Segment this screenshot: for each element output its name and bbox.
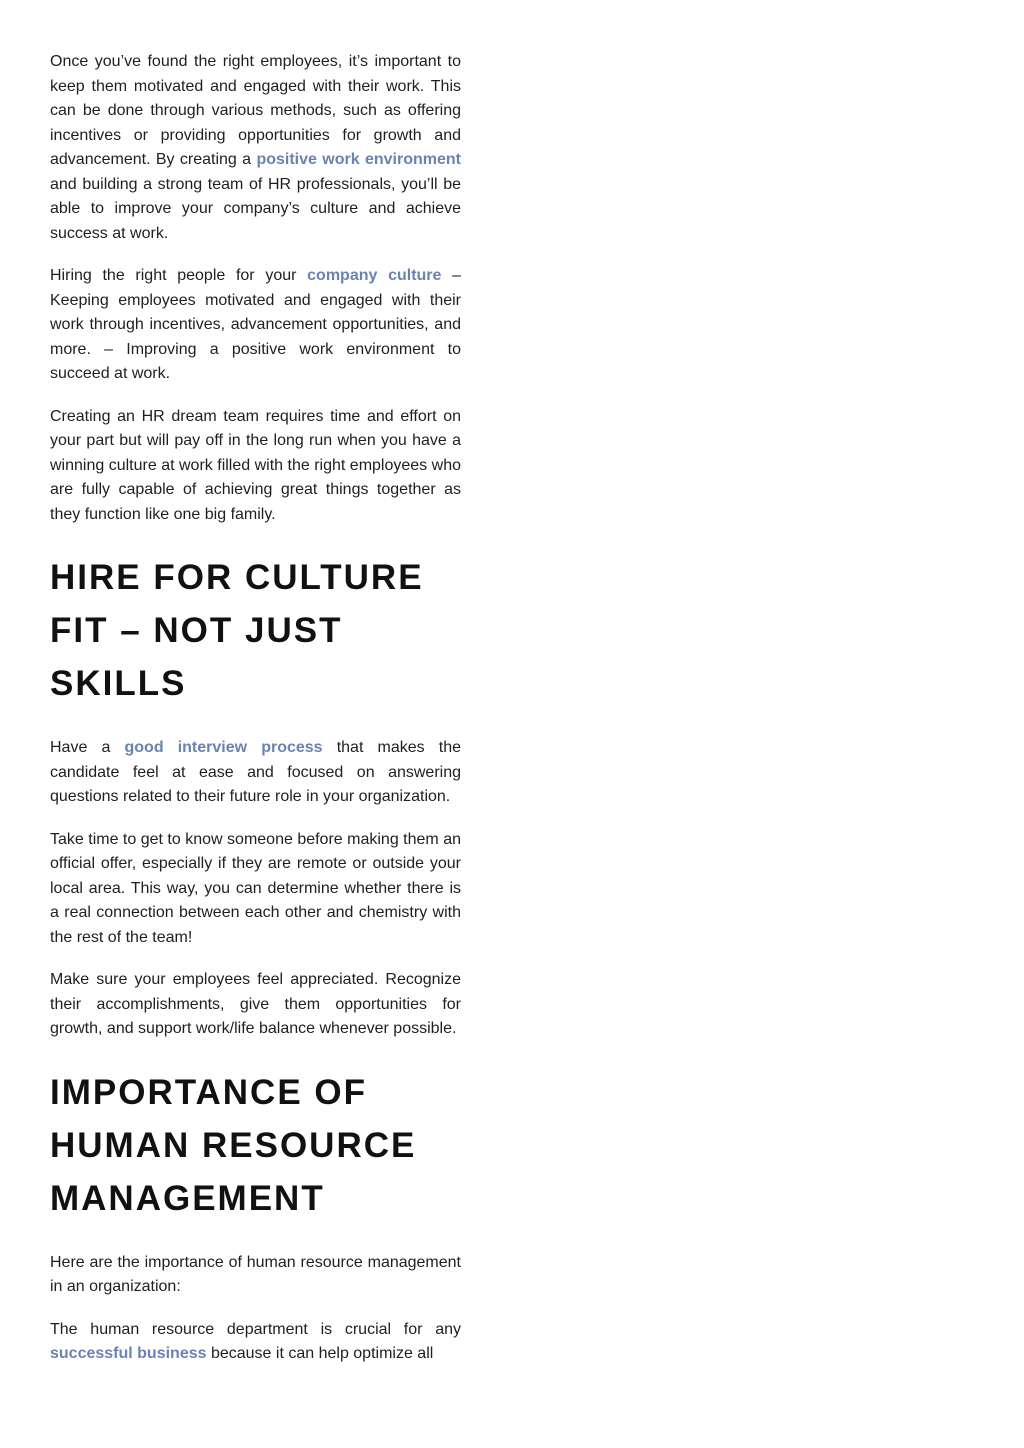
- paragraph-text: Have a: [50, 739, 125, 756]
- link-good-interview-process[interactable]: good interview process: [124, 739, 323, 756]
- paragraph-interview-process: [50, 736, 461, 810]
- paragraph-dream-team: Creating an HR dream team requires time and effort on your part but will pay off in the long run when you have a winning culture at work filled with the right employees who are fully capable of achieving great things together as they function like one big family.: [50, 407, 461, 523]
- paragraph-text: The human resource department is crucial for any: [50, 1320, 461, 1338]
- paragraph-hr-department: [50, 1318, 461, 1367]
- link-positive-work-environment[interactable]: positive work environment: [256, 151, 461, 168]
- paragraph-appreciation: Make sure your employees feel appreciated. Recognize their accomplishments, give them opportunities for growth, and support work/life balance whenever possible.: [50, 971, 461, 1037]
- heading-hire-for-culture: HIRE FOR CULTURE FIT – NOT JUST SKILLS: [50, 558, 424, 703]
- paragraph-text: and building a strong team of HR professionals, you’ll be able to improve your company’s culture and achieve success at work.: [50, 175, 461, 242]
- paragraph-text: that makes the candidate feel at ease and focused on answering questions related to their future role in your organization.: [50, 739, 462, 805]
- heading-importance-hrm: IMPORTANCE OF HUMAN RESOURCE MANAGEMENT: [50, 1072, 417, 1218]
- paragraph-text: because it can help optimize all: [206, 1345, 434, 1362]
- paragraph-get-to-know: Take time to get to know someone before making them an official offer, especially if they are remote or outside your local area. This way, you can determine whether there is a real connection between each other and chemistry with the rest of the team!: [50, 830, 461, 946]
- paragraph-hiring-right-people: [50, 264, 461, 387]
- article-body: [50, 50, 461, 1385]
- link-company-culture[interactable]: company culture: [307, 267, 442, 284]
- paragraph-text: Hiring the right people for your: [50, 267, 308, 284]
- paragraph-text: Once you’ve found the right employees, it’s important to keep them motivated and engaged with their work. This can be done through various methods, such as offering incentives or providing opportunities for growth and advancement. By creating a: [50, 53, 461, 168]
- paragraph-importance-intro: Here are the importance of human resource management in an organization:: [50, 1253, 461, 1295]
- paragraph-text: – Keeping employees motivated and engaged with their work through incentives, advancement opportunities, and more. – Improving a positive work environment to succeed at work.: [50, 267, 462, 382]
- paragraph-motivation: [50, 50, 461, 246]
- link-successful-business[interactable]: successful business: [50, 1345, 207, 1362]
